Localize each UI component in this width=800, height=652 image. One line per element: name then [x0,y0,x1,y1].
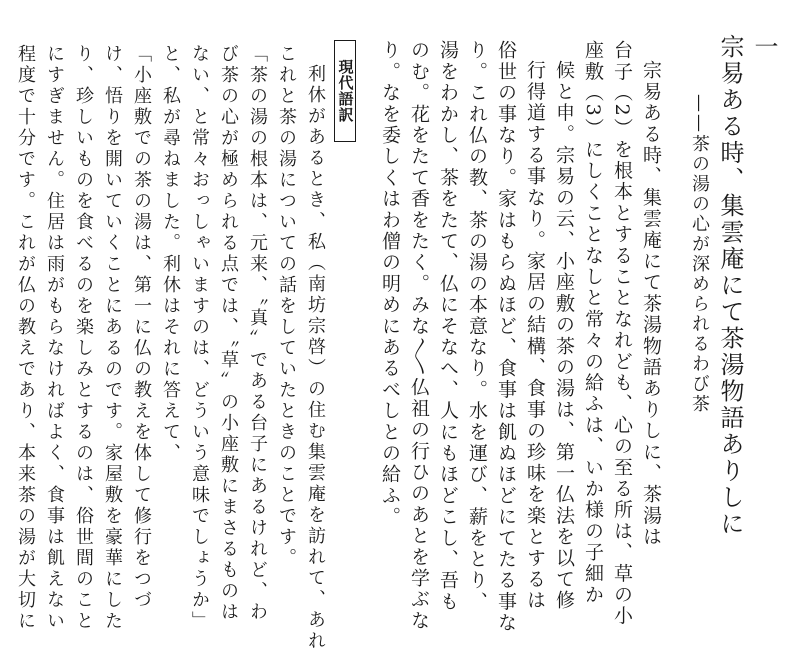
original-line: 台子（2）を根本とすることなれども、心の至る所は、草の小 [611,40,633,627]
translation-line: け、悟りを開いていくことにあるのです。家屋敷を豪華にした [102,44,123,632]
translation-label: 現代語訳 [334,40,356,142]
translation-line: と、私が尋ねました。利休はそれに答えて、 [160,44,181,464]
original-line: 宗易ある時、集雲庵にて茶湯物語ありしに、茶湯は [640,60,662,548]
section-number: 一 [750,34,778,58]
original-line: 候と申。宗易の云、小座敷の茶の湯は、第一仏法を以て修 [553,60,575,612]
original-line: 湯をわかし、茶をたて、仏にそなへ、人にもほどこし、吾も [437,40,459,613]
translation-line: にすぎません。住居は雨がもらなければよく、食事は飢えない [44,44,65,632]
translation-line: これと茶の湯についての話をしていたときのことです。 [276,44,297,569]
translation-line: 「小座敷での茶の湯は、第一に仏の教えを体して修行をつづ [131,44,152,611]
translation-line: 利休があるとき、私（南坊宗啓）の住む集雲庵を訪れて、あれ [305,64,326,652]
original-line: り。なを委しくはわ僧の明めにあるべしとの給ふ。 [379,40,401,528]
original-line: り。これ仏の教、茶の湯の本意なり。水を運び、薪をとり、 [466,40,488,613]
translation-line: 程度で十分です。これが仏の教えであり、本来茶の湯が大切に [15,44,36,632]
translation-line: び茶の心が極められる点では、〝草〟の小座敷にまさるものは [218,44,239,623]
translation-line: り、珍しいものを食べるのを楽しみとするのは、俗世間のこと [73,44,94,632]
original-line: 俗世の事なり。家はもらぬほど、食事は飢ぬほどにてたる事な [495,40,517,634]
section-subtitle: ——茶の湯の心が深められるわび茶 [689,94,710,414]
translation-line: 「茶の湯の根本は、元来、〝真〟である台子にあるけれど、わ [247,44,268,623]
section-title: 宗易ある時、集雲庵にて茶湯物語ありしに [716,34,744,538]
original-line: 行得道する事なり。家居の結構、食事の珍味を楽とするは [524,60,546,612]
original-line: 座敷（3）にしくことなしと常々の給ふは、いか様の子細か [582,40,604,606]
original-line: のむ。花をたて香をたく。みな〳〵仏祖の行ひのあとを学ぶな [408,40,430,632]
translation-line: ない、と常々おっしゃいますのは、どういう意味でしょうか」 [189,44,210,632]
